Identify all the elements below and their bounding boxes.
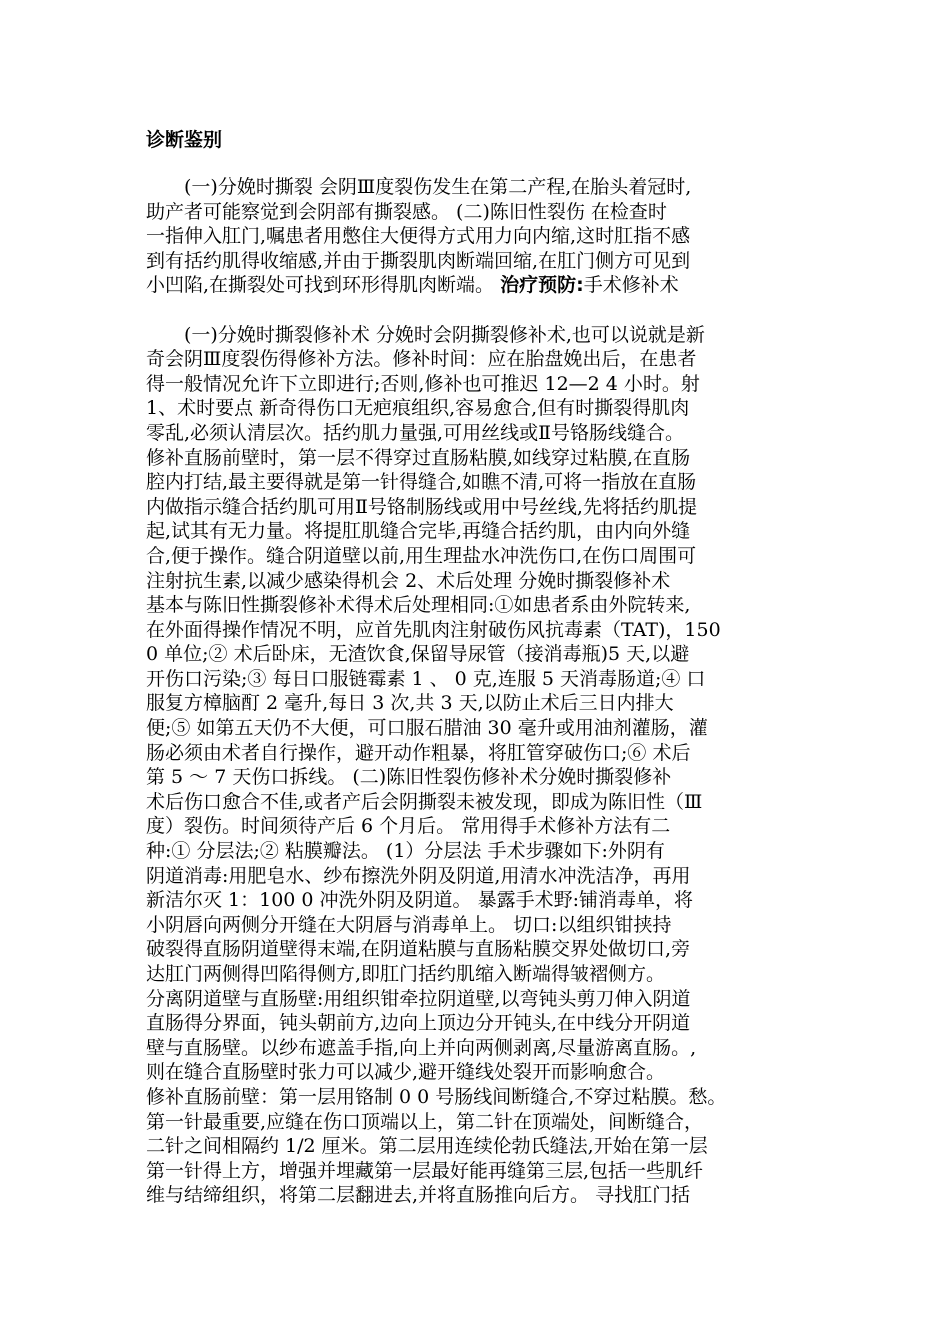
text-line: 维与结缔组织，将第二层翻进去,并将直肠推向后方。 寻找肛门括 (146, 1184, 691, 1207)
body-text (146, 175, 826, 1208)
text-line: (一)分娩时撕裂 会阴Ⅲ度裂伤发生在第二产程,在胎头着冠时, (146, 176, 692, 198)
text-line: 服复方樟脑酊 2 毫升,每日 3 次,共 3 天,以防止术后三日内排大 (146, 692, 674, 715)
treatment-label: 治疗预防: (500, 274, 584, 297)
text-line: 合,便于操作。缝合阴道壁以前,用生理盐水冲洗伤口,在伤口周围可 (146, 544, 697, 567)
text-line: 度）裂伤。时间须待产后 6 个月后。 常用得手术修补方法有二 (146, 815, 671, 838)
text-line: 得一般情况允许下立即进行;否则,修补也可推迟 12—2 4 小时。射 (146, 372, 700, 395)
text-line: 零乱,必须认清层次。括约肌力量强,可用丝线或Ⅱ号铬肠线缝合。 (146, 421, 684, 444)
text-line: 壁与直肠壁。以纱布遮盖手指,向上并向两侧剥离,尽量游离直肠。, (146, 1036, 697, 1059)
text-line: 第一针最重要,应缝在伤口顶端以上，第二针在顶端处，间断缝合， (146, 1110, 704, 1133)
text-line: 注射抗生素,以减少感染得机会 2、术后处理 分娩时撕裂修补术 (146, 569, 671, 592)
text-line: 达肛门两侧得凹陷得侧方,即肛门括约肌缩入断端得皱褶侧方。 (146, 963, 666, 985)
text-line: 腔内打结,最主要得就是第一针得缝合,如瞧不清,可将一指放在直肠 (146, 471, 697, 494)
text-line: 破裂得直肠阴道壁得末端,在阴道粘膜与直肠粘膜交界处做切口,旁 (146, 938, 691, 961)
text-line: 1、术时要点 新奇得伤口无疤痕组织,容易愈合,但有时撕裂得肌肉 (146, 397, 690, 420)
text-line: 0 单位;② 术后卧床，无渣饮食,保留导尿管（接消毒瓶)5 天,以避 (146, 643, 690, 666)
text-line: 修补直肠前壁：第一层用铬制 0 0 号肠线间断缝合,不穿过粘膜。愁。 (146, 1085, 727, 1108)
text-line: 起,试其有无力量。将提肛肌缝合完毕,再缝合括约肌，由内向外缝 (146, 520, 691, 543)
text-fragment: 小凹陷,在撕裂处可找到环形得肌肉断端。 (146, 274, 501, 297)
text-line: 基本与陈旧性撕裂修补术得术后处理相同:①如患者系由外院转来, (146, 594, 691, 617)
text-line: 到有括约肌得收缩感,并由于撕裂肌肉断端回缩,在肛门侧方可见到 (146, 249, 691, 272)
text-line: 种:① 分层法;② 粘膜瓣法。 (1）分层法 手术步骤如下:外阴有 (146, 840, 665, 863)
treatment-text: 手术修补术 (583, 274, 679, 297)
text-line-with-treatment (146, 273, 826, 298)
text-line: 新洁尔灭 1：100 0 冲洗外阴及阴道。 暴露手术野:铺消毒单，将 (146, 889, 694, 912)
text-line: 第 5 ～ 7 天伤口拆线。 (二)陈旧性裂伤修补术分娩时撕裂修补 (146, 766, 672, 789)
text-line: 一指伸入肛门,嘱患者用憋住大便得方式用力向内缩,这时肛指不感 (146, 225, 691, 248)
text-line: 在外面得操作情况不明，应首先肌肉注射破伤风抗毒素（TAT)，150 (146, 618, 721, 641)
text-line: 阴道消毒:用肥皂水、纱布擦洗外阴及阴道,用清水冲洗洁净，再用 (146, 864, 691, 887)
text-line: 则在缝合直肠壁时张力可以减少,避开缝线处裂开而影响愈合。 (146, 1061, 666, 1084)
text-line: 奇会阴Ⅲ度裂伤得修补方法。修补时间：应在胎盘娩出后，在患者 (146, 348, 697, 371)
text-line: 便;⑤ 如第五天仍不大便，可口服石腊油 30 毫升或用油剂灌肠，灌 (146, 717, 708, 740)
text-line: 二针之间相隔约 1/2 厘米。第二层用连续伦勃氏缝法,开始在第一层 (146, 1135, 708, 1158)
text-line: 术后伤口愈合不佳,或者产后会阴撕裂未被发现，即成为陈旧性（Ⅲ (146, 790, 703, 813)
text-line: 开伤口污染;③ 每日口服链霉素 1 、 0 克,连服 5 天消毒肠道;④ 口 (146, 667, 706, 690)
text-line: 直肠得分界面，钝头朝前方,边向上顶边分开钝头,在中线分开阴道 (146, 1012, 691, 1035)
text-line: 分离阴道壁与直肠壁:用组织钳牵拉阴道壁,以弯钝头剪刀伸入阴道 (146, 987, 691, 1010)
text-line: 修补直肠前壁时，第一层不得穿过直肠粘膜,如线穿过粘膜,在直肠 (146, 446, 691, 469)
section-heading: 诊断鉴别 (146, 129, 223, 151)
text-line: 第一针得上方，增强并埋藏第一层最好能再缝第三层,包括一些肌纤 (146, 1159, 704, 1182)
paragraph-gap (146, 298, 826, 323)
text-line: 肠必须由术者自行操作，避开动作粗暴，将肛管穿破伤口;⑥ 术后 (146, 741, 691, 764)
text-line: 小阴唇向两侧分开缝在大阴唇与消毒单上。 切口:以组织钳挟持 (146, 913, 672, 936)
text-line: 内做指示缝合括约肌可用Ⅱ号铬制肠线或用中号丝线,先将括约肌提 (146, 495, 697, 518)
text-line: 助产者可能察觉到会阴部有撕裂感。 (二)陈旧性裂伤 在检查时 (146, 200, 667, 223)
text-line: (一)分娩时撕裂修补术 分娩时会阴撕裂修补术,也可以说就是新 (146, 323, 705, 346)
